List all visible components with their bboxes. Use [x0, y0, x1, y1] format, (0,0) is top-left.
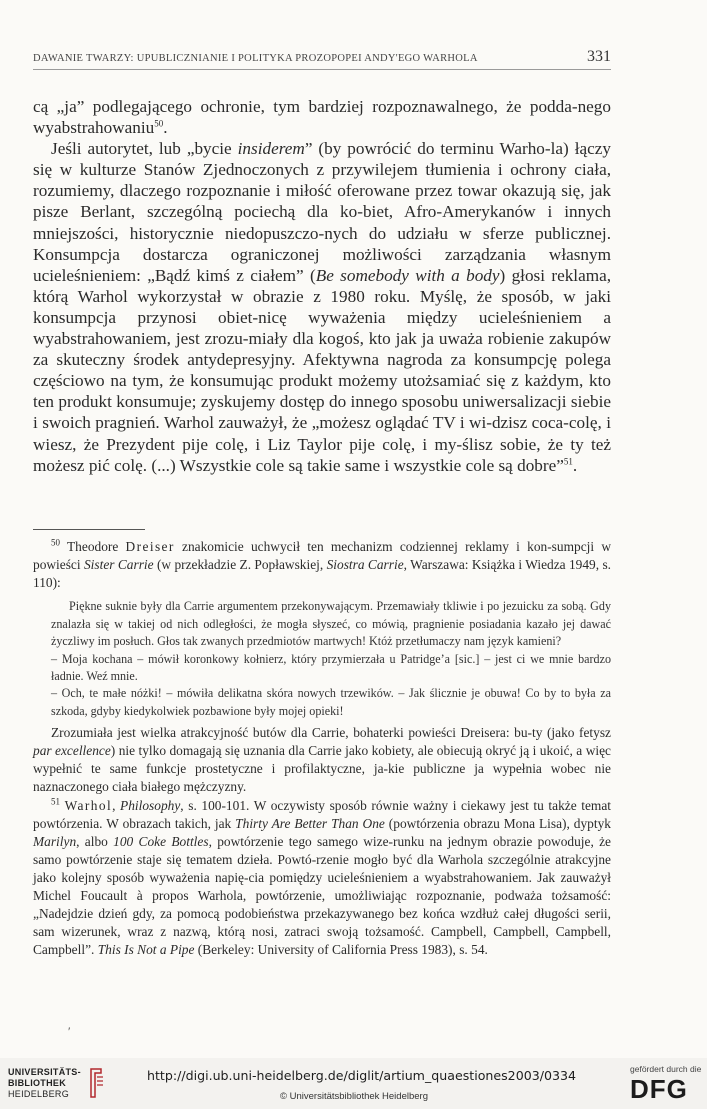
footnote-50-text-c: (w przekładzie Z. Popławskiej,	[153, 557, 327, 573]
title-siostra-carrie: Siostra Carrie	[326, 557, 404, 573]
library-emblem-icon	[87, 1067, 105, 1099]
library-name-line: BIBLIOTHEK	[8, 1078, 66, 1088]
quote-line: Piękne suknie były dla Carrie argumentem przekonywającym. Przemawiały tkliwie i po jezuicku za sobą. Gdy znalazła się w takiej od nich odległości, że mogła słyszeć, co mówią, pragnienie posiadania kazało jej dawać życzliwy im posłuch. Głos tak zwanych przedmiotów martwych! Któż przetłumaczy nam język kamieni?	[51, 599, 611, 649]
footnote-50-after-b: ) nie tylko domagają się uznania dla Carrie jako kobiety, ale obiecują okryć ją i ukoić, a więc wypełnić te same funkcje prostetyczne i profilaktyczne, ja-kie publiczne ja wypełnia wobec nie naznaczonego ciała białego mężczyzny.	[33, 743, 611, 795]
main-text	[33, 96, 611, 476]
footnote-ref-50: 50	[154, 118, 164, 129]
block-quote	[51, 598, 611, 720]
insider-term: insiderem	[237, 139, 305, 159]
paragraph-1	[33, 96, 611, 138]
footnote-50-text-a: Theodore	[60, 539, 126, 554]
title-sister-carrie: Sister Carrie	[83, 557, 154, 573]
title-not-a-pipe: This Is Not a Pipe	[97, 942, 195, 958]
running-header	[33, 48, 611, 70]
title-philosophy: Philosophy	[120, 797, 181, 813]
footnote-51-number: 51	[51, 796, 60, 807]
title-thirty-are-better: Thirty Are Better Than One	[235, 815, 385, 831]
footnote-51-text-a: ,	[112, 797, 121, 813]
footnote-51	[33, 797, 611, 960]
footnote-50-after-a: Zrozumiała jest wielka atrakcyjność butów dla Carrie, bohaterki powieści Dreisera: bu-ty (jako fetysz	[51, 725, 611, 741]
library-name-line: UNIVERSITÄTS-	[8, 1067, 81, 1077]
footnotes	[33, 538, 611, 959]
quote-line: – Moja kochana – mówił koronkowy kołnierz, który przymierzała u Patridge’a [sic.] – jest ci we mnie bardzo ładnie. Weź mnie.	[51, 651, 611, 683]
paragraph-2-text-a: Jeśli autorytet, lub „bycie	[51, 139, 238, 159]
funding-note: gefördert durch die	[630, 1064, 702, 1074]
paragraph-2	[33, 138, 611, 476]
paragraph-2-end: .	[572, 455, 578, 475]
paragraph-1-text: cą „ja” podlegającego ochronie, tym bardziej rozpoznawalnego, że podda-nego wyabstrahowaniu	[33, 97, 611, 138]
author-warhol: Warhol	[64, 797, 113, 813]
footnote-51-text-c: (powtórzenia obrazu Mona Lisa), dyptyk	[384, 815, 611, 831]
permalink-url[interactable]: http://digi.ub.uni-heidelberg.de/diglit/artium_quaestiones2003/0334	[147, 1068, 577, 1083]
running-head-title: DAWANIE TWARZY: UPUBLICZNIANIE I POLITYKA PROZOPOPEI ANDY'EGO WARHOLA	[33, 53, 478, 64]
stray-mark: ′	[68, 1024, 71, 1038]
page-number: 331	[587, 48, 611, 65]
library-name-line: HEIDELBERG	[8, 1089, 70, 1099]
copyright-notice: © Universitätsbibliothek Heidelberg	[280, 1091, 428, 1102]
paragraph-2-text-c: ) głosi reklama, którą Warhol wykorzystał w obrazie z 1980 roku. Myślę, że sposób, w jaki konsumpcja przynosi obiet-nicę wyważenia między ucieleśnieniem a wyabstrahowaniem, jest zrozu-miały dla kogoś, kto jak ja uważa robienie zakupów za skuteczny środek antydepresyjny. Afektywna nagroda za konsumpcję polega częściowo na tym, że konsumując produkt możemy utożsamiać się z każdym, kto ten produkt konsumuje; zyskujemy dostęp do innego sposobu uniwersalizacji siebie i swoich pragnień. Warhol zauważył, że „możesz oglądać TV i wi-dzisz coca-colę, i wiesz, że Prezydent pije colę, i Liz Taylor pije colę, i my-ślisz sobie, że ty też możesz pić colę. (...) Wszystkie cole są takie same i wszystkie cole są dobre”	[33, 265, 611, 475]
slogan-english: Be somebody with a body	[315, 265, 500, 285]
paragraph-1-end: .	[163, 118, 168, 138]
title-coke-bottles: 100 Coke Bottles	[113, 833, 209, 849]
footnote-rule	[33, 529, 145, 530]
title-marilyn: Marilyn	[33, 833, 77, 849]
author-dreiser: Dreiser	[125, 539, 175, 554]
library-name	[8, 1067, 81, 1100]
footnote-51-text-f: (Berkeley: University of California Press 1983), s. 54.	[194, 942, 488, 958]
footnote-50	[33, 538, 611, 592]
par-excellence: par excellence	[33, 743, 111, 759]
digitization-footer	[0, 1058, 707, 1109]
quote-line: – Och, te małe nóżki! – mówiła delikatna skóra nowych trzewików. – Jak ślicznie je obuwa! Co by to była za szkoda, gdyby kiedykolwiek pozbawione były mojej opieki!	[51, 686, 611, 718]
footnote-51-text-b: , s. 100-101. W oczywisty sposób równie ważny i ciekawy jest tu także temat powtórzenia. W obrazach takich, jak	[33, 797, 611, 831]
footnote-50-continuation	[33, 724, 611, 796]
footnote-51-text-e: , powtórzenie tego samego wize-runku na jednym obrazie powoduje, że samo powtórzenie staje się tematem dzieła. Powtó-rzenie mogło być dla Warhola szczególnie atrakcyjne jako kolejny sposób wyważenia napię-cia pomiędzy ucieleśnieniem a wyabstrahowaniem. Jak zauważył Michel Foucault à propos Warhola, powtórzenie, umożliwiając rozpoznanie, podważa tożsamość: „Nadejdzie dzień gdy, za pomocą podobieństwa przekazywanego bez końca wzdłuż całej długości serii, sam wizerunek, wraz z nazwą, którą nosi, zatraci swoją tożsamość. Campbell, Campbell, Campbell, Campbell”.	[33, 833, 611, 958]
footnote-50-number: 50	[51, 537, 60, 548]
footnote-51-text-d: , albo	[76, 833, 114, 849]
paragraph-2-text-b: ” (by powrócić do terminu Warho-la) łączy się w kulturze Stanów Zjednoczonych z przywilejem tłumienia i ochrony ciała, rozumiemy, dlaczego rozpoznanie i miłość oferowane przez towar okazują się, jak pisze Berlant, szczególną pociechą dla ko-biet, Afro-Amerykanów i innych mniejszości, historycznie niedopuszczo-nych do udziału w sferze publicznej. Konsumpcja dostarcza ograniczonej możliwości zarządzania własnym ucieleśnieniem: „Bądź kimś z ciałem” (	[33, 139, 611, 285]
dfg-logo: DFG	[630, 1074, 688, 1104]
footnote-ref-51: 51	[563, 455, 573, 466]
library-logo	[8, 1067, 105, 1100]
footnote-50-text-b: znakomicie uchwycił ten mechanizm codziennej reklamy i kon-sumpcji w powieści	[33, 539, 611, 573]
footnote-50-text-d: , Warszawa: Książka i Wiedza 1949, s. 110):	[33, 557, 612, 591]
